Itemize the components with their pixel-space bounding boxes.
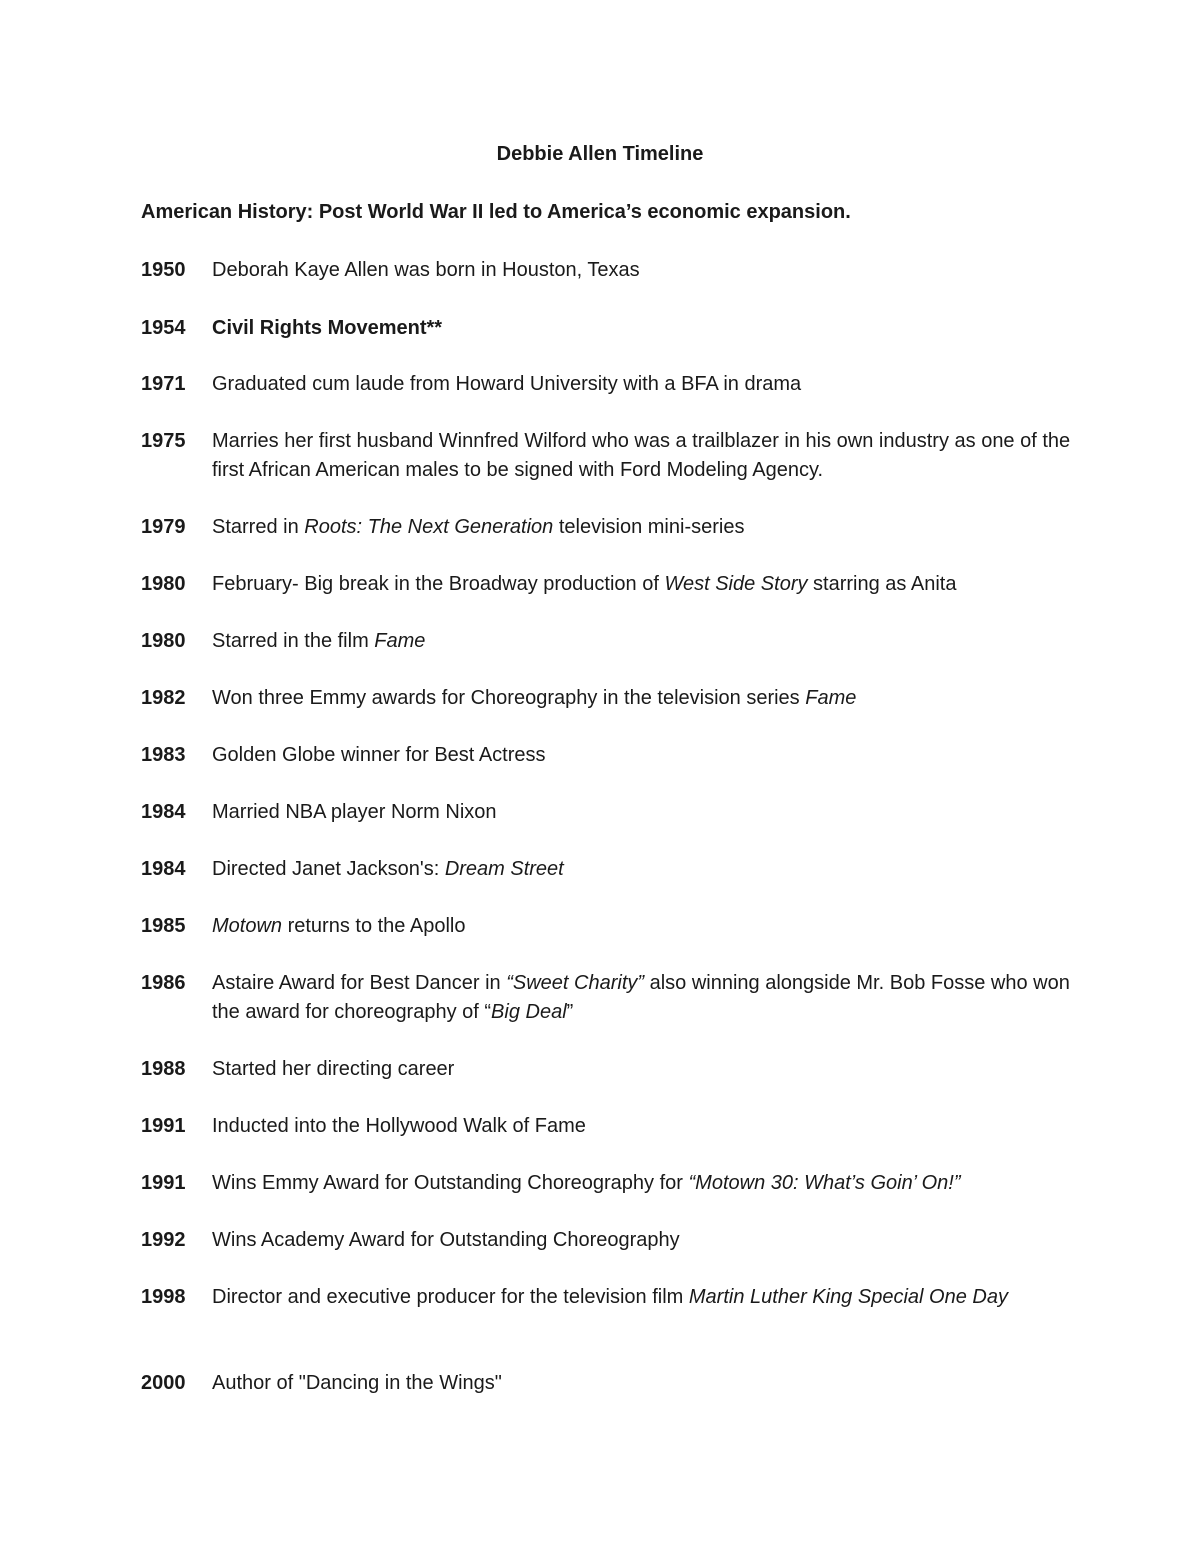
- entry-year: 1979: [141, 516, 186, 538]
- description-text: ”: [566, 1001, 574, 1023]
- description-text: starring as Anita: [807, 573, 957, 595]
- description-text: returns to the Apollo: [282, 915, 466, 937]
- entry-year: 1954: [141, 317, 186, 339]
- entry-description: [212, 912, 1072, 941]
- entry-description: [212, 1369, 1072, 1398]
- description-text: Civil Rights Movement**: [212, 317, 443, 339]
- description-text: television mini-series: [553, 516, 745, 538]
- entry-year: 1984: [141, 858, 186, 880]
- entry-year: 1980: [141, 630, 186, 652]
- entry-description: [212, 1169, 1072, 1198]
- entry-description: [212, 741, 1072, 770]
- entry-description: [212, 513, 1072, 542]
- entry-year: 1998: [141, 1286, 186, 1308]
- entry-year: 1984: [141, 801, 186, 823]
- entry-description: [212, 1283, 1072, 1312]
- entry-year: 1991: [141, 1115, 186, 1137]
- italic-title: West Side Story: [664, 573, 808, 595]
- description-text: Starred in: [212, 516, 305, 538]
- description-text: Graduated cum laude from Howard University with a BFA in drama: [212, 373, 802, 395]
- italic-title: “Sweet Charity”: [506, 972, 645, 994]
- entry-description: [212, 627, 1072, 656]
- italic-title: Big Deal: [491, 1001, 567, 1023]
- description-text: Astaire Award for Best Dancer in: [212, 972, 507, 994]
- entry-description: [212, 855, 1072, 884]
- entry-year: 1982: [141, 687, 186, 709]
- description-text: Wins Academy Award for Outstanding Choreography: [212, 1229, 680, 1251]
- entry-year: 2000: [141, 1372, 186, 1394]
- entry-year: 1991: [141, 1172, 186, 1194]
- entry-description: [212, 314, 1072, 343]
- entry-description: [212, 969, 1072, 1027]
- description-text: Wins Emmy Award for Outstanding Choreography for: [212, 1172, 689, 1194]
- italic-title: Martin Luther King Special One Day: [688, 1286, 1008, 1308]
- entry-year: 1983: [141, 744, 186, 766]
- entry-year: 1985: [141, 915, 186, 937]
- entry-description: [212, 1226, 1072, 1255]
- description-text: Marries her first husband Winnfred Wilford who was a trailblazer in his own industry as one of the first African American males to be signed with Ford Modeling Agency.: [212, 430, 1071, 481]
- description-text: Director and executive producer for the television film: [212, 1286, 689, 1308]
- entry-description: [212, 427, 1072, 485]
- document-title: Debbie Allen Timeline: [496, 143, 704, 165]
- italic-title: Dream Street: [444, 858, 564, 880]
- italic-title: “Motown 30: What’s Goin’ On!”: [688, 1172, 961, 1194]
- italic-title: Fame: [374, 630, 426, 652]
- description-text: Golden Globe winner for Best Actress: [212, 744, 546, 766]
- entry-description: [212, 570, 1072, 599]
- entry-description: [212, 256, 1072, 285]
- italic-title: Roots: The Next Generation: [304, 516, 554, 538]
- entry-description: [212, 370, 1072, 399]
- description-text: Married NBA player Norm Nixon: [212, 801, 497, 823]
- entry-year: 1975: [141, 430, 186, 452]
- description-text: February- Big break in the Broadway production of: [212, 573, 665, 595]
- description-text: Author of "Dancing in the Wings": [212, 1372, 502, 1394]
- description-text: Won three Emmy awards for Choreography in the television series: [212, 687, 806, 709]
- description-text: also winning alongside Mr. Bob Fosse who won the award for choreography of “: [212, 972, 1070, 1023]
- entry-description: [212, 684, 1072, 713]
- entry-year: 1950: [141, 259, 186, 281]
- entry-description: [212, 1112, 1072, 1141]
- entry-year: 1986: [141, 972, 186, 994]
- entry-description: [212, 798, 1072, 827]
- entry-year: 1980: [141, 573, 186, 595]
- description-text: Inducted into the Hollywood Walk of Fame: [212, 1115, 586, 1137]
- description-text: Directed Janet Jackson's:: [212, 858, 445, 880]
- entry-description: [212, 1055, 1072, 1084]
- entry-year: 1988: [141, 1058, 186, 1080]
- description-text: Deborah Kaye Allen was born in Houston, Texas: [212, 259, 640, 281]
- description-text: Started her directing career: [212, 1058, 455, 1080]
- entry-year: 1992: [141, 1229, 186, 1251]
- description-text: Starred in the film: [212, 630, 375, 652]
- italic-title: Motown: [212, 915, 283, 937]
- section-heading: American History: Post World War II led to America’s economic expansion.: [141, 201, 851, 223]
- italic-title: Fame: [805, 687, 857, 709]
- entry-year: 1971: [141, 373, 186, 395]
